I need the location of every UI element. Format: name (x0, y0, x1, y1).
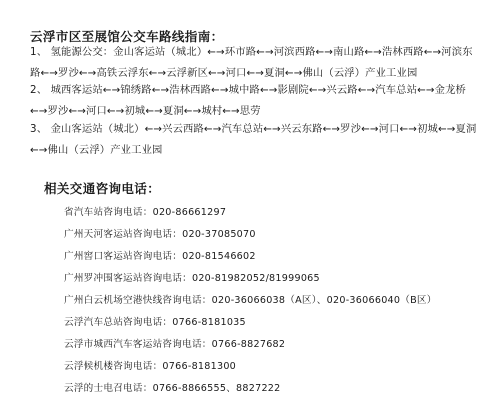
route-item-1: 1、 氢能源公交：金山客运站（城北）←→环市路←→河滨西路←→南山路←→浩林西路←→河滨东路←→罗沙←→高铁云浮东←→云浮新区←→河口←→夏洞←→佛山（云浮）产业工业园 (30, 46, 473, 79)
contact-item-9: 云浮的士电召电话：0766-8866555、8827222 (64, 383, 281, 394)
contact-item-1: 省汽车站咨询电话：020-86661297 (64, 207, 227, 218)
contacts-title: 相关交通咨询电话： (44, 181, 161, 196)
contact-item-3: 广州窖口客运站咨询电话：020-81546602 (64, 251, 256, 262)
contact-item-7: 云浮市城西汽车客运站咨询电话：0766-8827682 (64, 339, 286, 350)
contact-item-2: 广州天河客运站咨询电话：020-37085070 (64, 229, 256, 240)
contact-item-6: 云浮汽车总站咨询电话：0766-8181035 (64, 317, 246, 328)
contact-item-8: 云浮候机楼咨询电话：0766-8181300 (64, 361, 237, 372)
route-item-3: 3、 金山客运站（城北）←→兴云西路←→汽车总站←→兴云东路←→罗沙←→河口←→初城←→夏洞←→佛山（云浮）产业工业园 (30, 123, 477, 156)
route-item-2: 2、 城西客运站←→锦绣路←→浩林西路←→城中路←→影剧院←→兴云路←→汽车总站←→金龙桥←→罗沙←→河口←→初城←→夏洞←→城村←→思劳 (30, 84, 466, 117)
contact-item-5: 广州白云机场空港快线咨询电话：020-36066038（A区）、020-36066040（B区） (64, 295, 437, 306)
routes-title: 云浮市区至展馆公交车路线指南： (30, 29, 224, 44)
contact-item-4: 广州罗冲围客运站咨询电话：020-81982052/81999065 (64, 273, 320, 284)
